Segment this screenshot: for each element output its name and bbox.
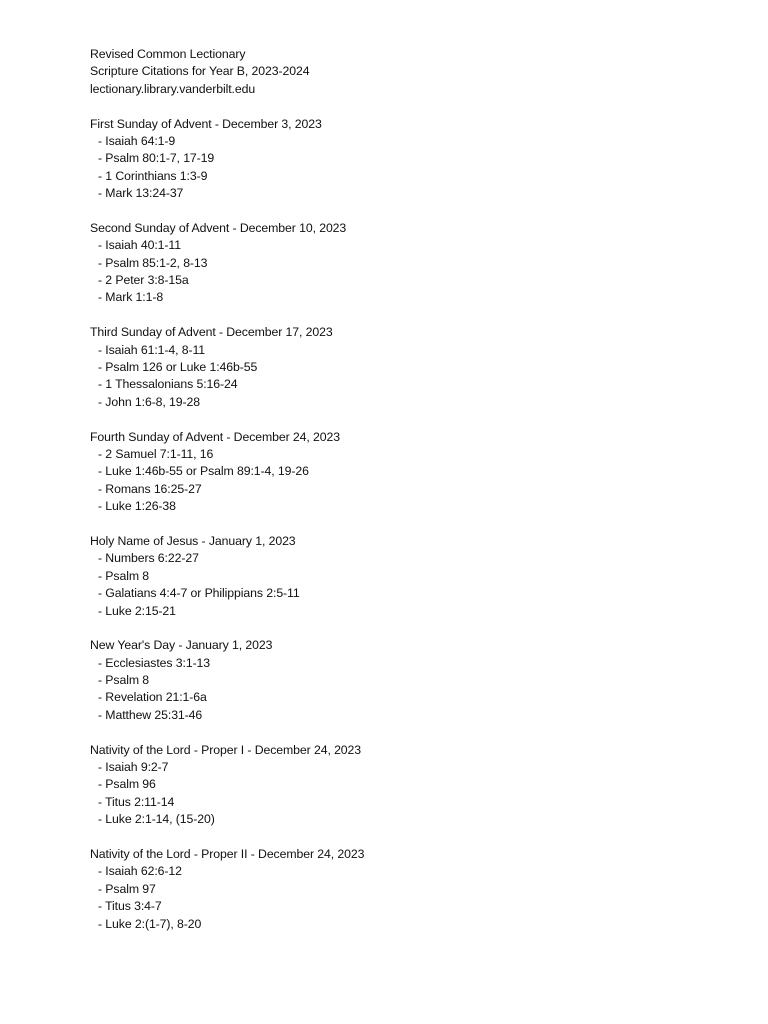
section-second-advent bbox=[90, 220, 730, 307]
reading-item: - Isaiah 9:2-7 bbox=[98, 760, 169, 775]
reading-item: - 1 Thessalonians 5:16-24 bbox=[98, 377, 238, 392]
section-first-advent bbox=[90, 116, 730, 203]
reading-item: - Psalm 96 bbox=[98, 777, 156, 792]
reading-item: - Isaiah 61:1-4, 8-11 bbox=[98, 342, 206, 357]
reading-item: - Luke 1:46b-55 or Psalm 89:1-4, 19-26 bbox=[98, 464, 309, 479]
reading-item: - Mark 1:1-8 bbox=[98, 290, 164, 305]
reading-item: - Isaiah 64:1-9 bbox=[98, 133, 176, 148]
section-heading: Second Sunday of Advent - December 10, 2023 bbox=[90, 220, 347, 235]
reading-item: - Isaiah 62:6-12 bbox=[98, 864, 182, 879]
section-nativity-proper-1 bbox=[90, 742, 730, 829]
document-header bbox=[90, 46, 730, 98]
reading-item: - Matthew 25:31-46 bbox=[98, 707, 203, 722]
document-page bbox=[90, 46, 730, 950]
section-heading: Nativity of the Lord - Proper II - December 24, 2023 bbox=[90, 846, 365, 861]
reading-item: - Psalm 126 or Luke 1:46b-55 bbox=[98, 360, 258, 375]
reading-item: - Psalm 8 bbox=[98, 673, 150, 688]
reading-item: - Psalm 80:1-7, 17-19 bbox=[98, 151, 215, 166]
reading-item: - 2 Samuel 7:1-11, 16 bbox=[98, 446, 214, 461]
section-third-advent bbox=[90, 324, 730, 411]
section-heading: Third Sunday of Advent - December 17, 2023 bbox=[90, 325, 333, 340]
reading-item: - Luke 2:1-14, (15-20) bbox=[98, 812, 215, 827]
document-title: Revised Common Lectionary bbox=[90, 47, 246, 61]
reading-item: - Ecclesiastes 3:1-13 bbox=[98, 655, 211, 670]
section-heading: Nativity of the Lord - Proper I - December 24, 2023 bbox=[90, 742, 362, 757]
section-holy-name bbox=[90, 533, 730, 620]
reading-item: - 1 Corinthians 1:3-9 bbox=[98, 168, 208, 183]
section-heading: Holy Name of Jesus - January 1, 2023 bbox=[90, 533, 296, 548]
section-new-years-day bbox=[90, 637, 730, 724]
reading-item: - 2 Peter 3:8-15a bbox=[98, 273, 189, 288]
reading-item: - Titus 2:11-14 bbox=[98, 794, 175, 809]
document-subtitle: Scripture Citations for Year B, 2023-2024 bbox=[90, 64, 310, 79]
section-heading: New Year's Day - January 1, 2023 bbox=[90, 638, 273, 653]
reading-item: - Isaiah 40:1-11 bbox=[98, 238, 181, 253]
source-url: lectionary.library.vanderbilt.edu bbox=[90, 81, 256, 96]
section-nativity-proper-2 bbox=[90, 846, 730, 933]
reading-item: - Psalm 8 bbox=[98, 568, 150, 583]
reading-item: - Galatians 4:4-7 or Philippians 2:5-11 bbox=[98, 586, 300, 601]
section-fourth-advent bbox=[90, 429, 730, 516]
reading-item: - Numbers 6:22-27 bbox=[98, 551, 199, 566]
reading-item: - Revelation 21:1-6a bbox=[98, 690, 207, 705]
reading-item: - Mark 13:24-37 bbox=[98, 186, 184, 201]
reading-item: - Luke 1:26-38 bbox=[98, 499, 176, 514]
section-heading: First Sunday of Advent - December 3, 2023 bbox=[90, 116, 322, 131]
reading-item: - Luke 2:(1-7), 8-20 bbox=[98, 916, 202, 931]
reading-item: - Psalm 85:1-2, 8-13 bbox=[98, 255, 208, 270]
reading-item: - Romans 16:25-27 bbox=[98, 481, 202, 496]
reading-item: - John 1:6-8, 19-28 bbox=[98, 394, 201, 409]
reading-item: - Luke 2:15-21 bbox=[98, 603, 176, 618]
reading-item: - Psalm 97 bbox=[98, 881, 156, 896]
section-heading: Fourth Sunday of Advent - December 24, 2023 bbox=[90, 429, 340, 444]
reading-item: - Titus 3:4-7 bbox=[98, 899, 162, 914]
